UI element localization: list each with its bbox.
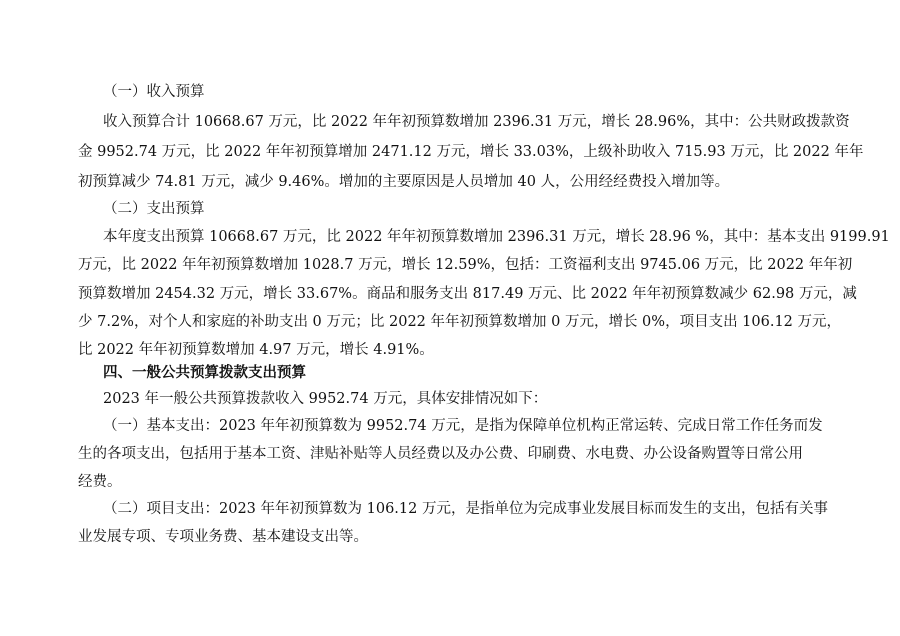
project-expense-line-2: 业发展专项、专项业务费、基本建设支出等。 — [78, 529, 368, 545]
expense-budget-line-5: 比 2022 年年初预算数增加 4.97 万元，增长 4.91%。 — [78, 342, 434, 358]
public-budget-section-heading: 四、一般公共预算拨款支出预算 — [103, 364, 306, 381]
public-budget-intro: 2023 年一般公共预算拨款收入 9952.74 万元，具体安排情况如下： — [103, 391, 548, 407]
income-budget-line-3: 初预算减少 74.81 万元，减少 9.46%。增加的主要原因是人员增加 40 人，公用经经费投入增加等。 — [78, 174, 730, 190]
expense-budget-line-1: 本年度支出预算 10668.67 万元，比 2022 年年初预算数增加 2396.31 万元，增长 28.96 %，其中：基本支出 9199.91 — [103, 229, 890, 245]
expense-budget-heading: （二）支出预算 — [103, 201, 205, 217]
project-expense-line-1: （二）项目支出：2023 年年初预算数为 106.12 万元，是指单位为完成事业发展目标而发生的支出，包括有关事 — [103, 501, 828, 517]
basic-expense-line-1: （一）基本支出：2023 年年初预算数为 9952.74 万元，是指为保障单位机构正常运转、完成日常工作任务而发 — [103, 418, 823, 434]
expense-budget-line-2: 万元，比 2022 年年初预算数增加 1028.7 万元，增长 12.59%，包括：工资福利支出 9745.06 万元，比 2022 年年初 — [78, 257, 853, 273]
basic-expense-line-3: 经费。 — [78, 474, 122, 490]
expense-budget-line-4: 少 7.2%，对个人和家庭的补助支出 0 万元；比 2022 年年初预算数增加 0 万元，增长 0%，项目支出 106.12 万元， — [78, 314, 842, 330]
income-budget-line-1: 收入预算合计 10668.67 万元，比 2022 年年初预算数增加 2396.31 万元，增长 28.96%，其中：公共财政拨款资 — [103, 114, 850, 130]
income-budget-line-2: 金 9952.74 万元，比 2022 年年初预算增加 2471.12 万元，增长 33.03%，上级补助收入 715.93 万元，比 2022 年年 — [78, 144, 864, 160]
expense-budget-line-3: 预算数增加 2454.32 万元，增长 33.67%。商品和服务支出 817.49 万元、比 2022 年年初预算数减少 62.98 万元，减 — [78, 286, 857, 302]
income-budget-heading: （一）收入预算 — [103, 84, 205, 100]
basic-expense-line-2: 生的各项支出，包括用于基本工资、津贴补贴等人员经费以及办公费、印刷费、水电费、办公设备购置等日常公用 — [78, 446, 803, 462]
